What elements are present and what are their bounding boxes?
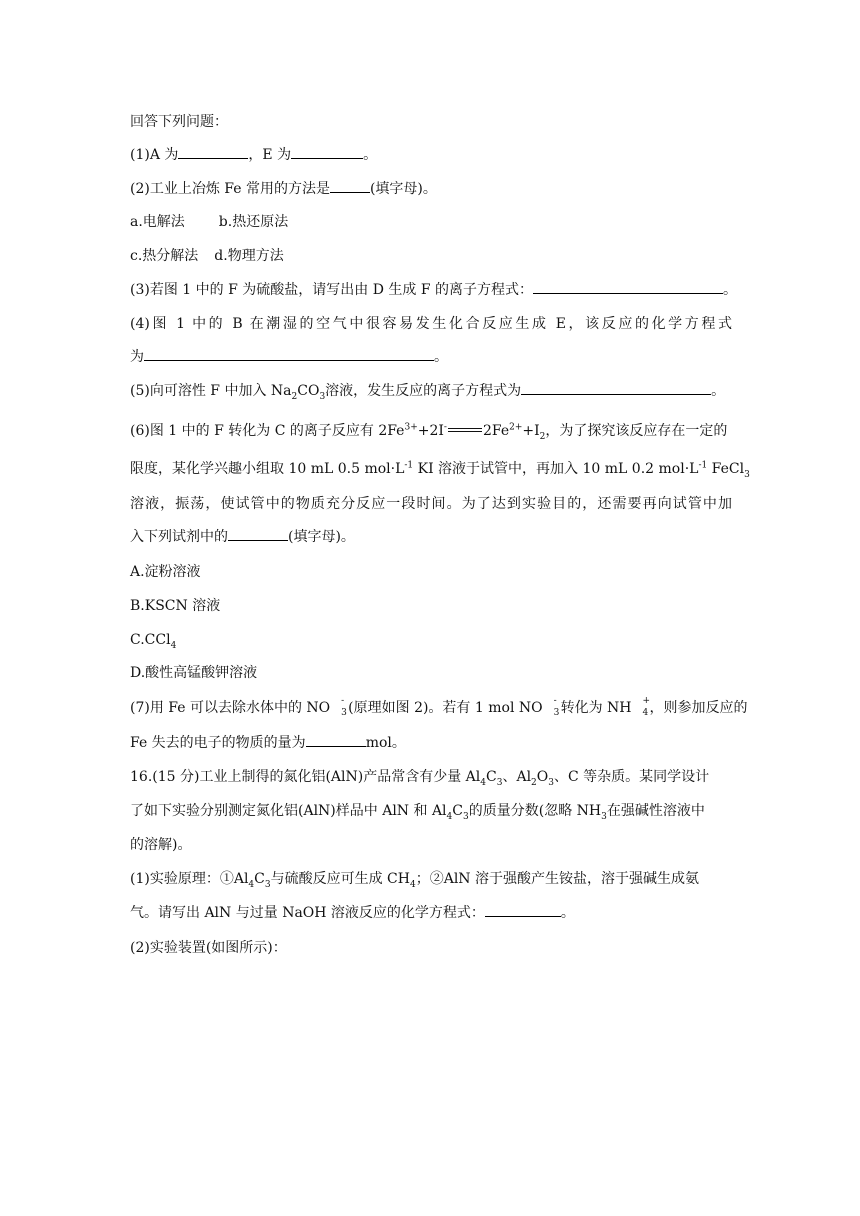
question-2: (2)工业上冶炼 Fe 常用的方法是 (填字母)。	[130, 181, 437, 197]
answer-blank[interactable]	[178, 145, 248, 159]
nitrate-charge: - 3	[341, 696, 347, 718]
answer-blank[interactable]	[228, 527, 288, 541]
nitrate-charge: - 3	[553, 696, 560, 718]
answer-blank[interactable]	[306, 733, 366, 747]
question-2-options-ab: a.电解法 b.热还原法	[130, 214, 289, 230]
question-4-line-1: (4)图 1 中的 B 在潮湿的空气中很容易发生化合反应生成 E，该反应的化学方程式	[130, 316, 732, 332]
question-6-line-1: (6)图 1 中的 F 转化为 C 的离子反应有 $2Fe^{3+}+2I^-$ $2Fe^{2+}+I_2$，为了探究该反应存在一定的	[130, 422, 728, 442]
question-6-line-2: 限度，某化学兴趣小组取 10 mL 0.5 $mol\cdot L^{-1}$ KI 溶液于试管中，再加入 10 mL 0.2 $mol\cdot L^{-1}$ FeCl$_3$	[130, 460, 750, 480]
intro-text: 回答下列问题：	[130, 114, 228, 130]
answer-blank[interactable]	[144, 347, 434, 361]
answer-blank[interactable]	[521, 381, 711, 395]
question-7-line-2: Fe 失去的电子的物质的量为 mol。	[130, 735, 406, 751]
option-d: D.酸性高锰酸钾溶液	[130, 665, 258, 681]
answer-blank[interactable]	[533, 280, 723, 294]
question-4-line-2: 为 。	[130, 349, 448, 365]
question-16-line-1: 16.(15 分)工业上制得的氮化铝(AlN)产品常含有少量 $Al_4C_3$、$Al_2O_3$、C 等杂质。某同学设计	[130, 769, 710, 788]
question-2-options-cd: c.热分解法 d.物理方法	[130, 248, 284, 264]
option-a: A.淀粉溶液	[130, 564, 201, 580]
question-7-line-1: (7)用 Fe 可以去除水体中的 NO - 3 (原理如图 2)。若有 1 mol NO - 3 转化为 NH + 4 ，则参加反应的	[130, 696, 748, 718]
option-b: B.KSCN 溶液	[130, 598, 221, 614]
question-6-line-3: 溶液，振荡，使试管中的物质充分反应一段时间。为了达到实验目的，还需要再向试管中加	[130, 496, 732, 512]
question-3: (3)若图 1 中的 F 为硫酸盐，请写出由 D 生成 F 的离子方程式： 。	[130, 282, 737, 298]
question-1: (1)A 为 ，E 为 。	[130, 147, 378, 163]
question-6-line-4: 入下列试剂中的 (填字母)。	[130, 529, 355, 545]
ammonium-charge: + 4	[642, 696, 651, 718]
answer-blank[interactable]	[485, 903, 561, 917]
subquestion-2: (2)实验装置(如图所示)：	[130, 940, 287, 956]
question-16-line-3: 的溶解)。	[130, 837, 192, 853]
option-c: C.CCl$_4$	[130, 632, 177, 651]
subquestion-1-line-2: 气。请写出 AlN 与过量 NaOH 溶液反应的化学方程式： 。	[130, 905, 575, 921]
equilibrium-sign	[448, 428, 482, 434]
answer-blank[interactable]	[291, 145, 363, 159]
question-16-line-2: 了如下实验分别测定氮化铝(AlN)样品中 AlN 和 $Al_4C_3$的质量分数(忽略 $NH_3$在强碱性溶液中	[130, 803, 705, 822]
answer-blank[interactable]	[330, 179, 370, 193]
question-5: (5)向可溶性 F 中加入 $Na_2CO_3$溶液，发生反应的离子方程式为 。	[130, 383, 726, 402]
subquestion-1-line-1: (1)实验原理：$①Al_4C_3$与硫酸反应可生成 $CH_4$；②AlN 溶于强酸产生铵盐，溶于强碱生成氨	[130, 871, 700, 890]
